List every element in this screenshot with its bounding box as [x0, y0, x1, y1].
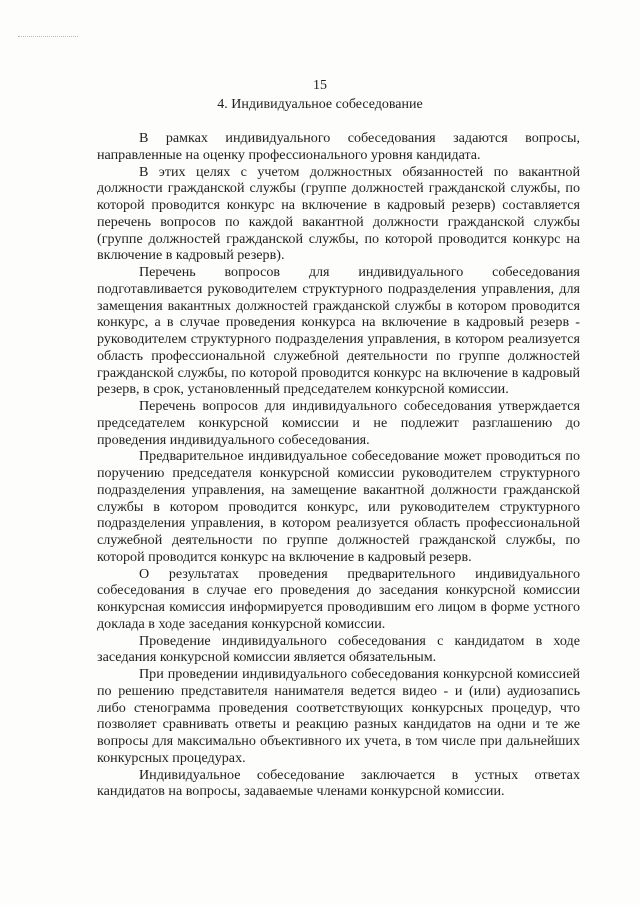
section-title: 4. Индивидуальное собеседование [217, 97, 423, 112]
paragraph-question-list-approval: Перечень вопросов для индивидуального собеседования утверждается председателем конкурсной комиссии и не подлежит разглашению до проведения индивидуального собеседования. [97, 398, 580, 448]
paragraph-interview-questions: В рамках индивидуального собеседования задаются вопросы, направленные на оценку профессионального уровня кандидата. [97, 130, 580, 163]
paragraph-mandatory-interview: Проведение индивидуального собеседования с кандидатом в ходе заседания конкурсной комиссии является обязательным. [97, 632, 580, 666]
scan-artifact [18, 36, 78, 38]
paragraph-question-list-preparation: Перечень вопросов для индивидуального собеседования подготавливается руководителем структурного подразделения управления, для замещения вакантных должностей гражданской службы в котором проводится конкурс, а в случае проведения конкурса на включение в кадровый резерв - руководителем структурного подразделения управления, в котором реализуется область профессиональной служебной деятельности по группе должностей гражданской службы, по которой проводится конкурс на включение в кадровый резерв, в срок, установленный председателем конкурсной комиссии. [97, 264, 580, 398]
paragraph-preliminary-results: О результатах проведения предварительного индивидуального собеседования в случае его проведения до заседания конкурсной комиссии конкурсная комиссия информируется проводившим его лицом в форме устного доклада в ходе заседания конкурсной комиссии. [97, 565, 580, 632]
page-number: 15 [313, 78, 327, 93]
paragraph-recording: При проведении индивидуального собеседования конкурсной комиссией по решению представителя нанимателя ведется видео - и (или) аудиозапись либо стенограмма проведения соответствующих конкурсных процедур, что позволяет сравнивать ответы и реакцию разных кандидатов на одни и те же вопросы для максимально объективного их учета, в том числе при дальнейших конкурсных процедурах. [97, 666, 580, 766]
paragraph-preliminary-interview: Предварительное индивидуальное собеседование может проводиться по поручению председателя конкурсной комиссии руководителем структурного подразделения управления, на замещение вакантной должности гражданской службы в котором проводится конкурс, или руководителем структурного подразделения управления, в котором реализуется область профессиональной служебной деятельности по группе должностей гражданской службы, по которой проводится конкурс на включение в кадровый резерв. [97, 448, 580, 565]
document-body [97, 130, 580, 800]
paragraph-question-list-compilation: В этих целях с учетом должностных обязанностей по вакантной должности гражданской службы (группе должностей гражданской службы, по которой проводится конкурс на включение в кадровый резерв) составляется перечень вопросов по каждой вакантной должности гражданской службы (группе должностей гражданской службы, по которой проводится конкурс на включение в кадровый резерв). [97, 163, 580, 264]
paragraph-interview-definition: Индивидуальное собеседование заключается в устных ответах кандидатов на вопросы, задаваемые членами конкурсной комиссии. [97, 766, 580, 800]
